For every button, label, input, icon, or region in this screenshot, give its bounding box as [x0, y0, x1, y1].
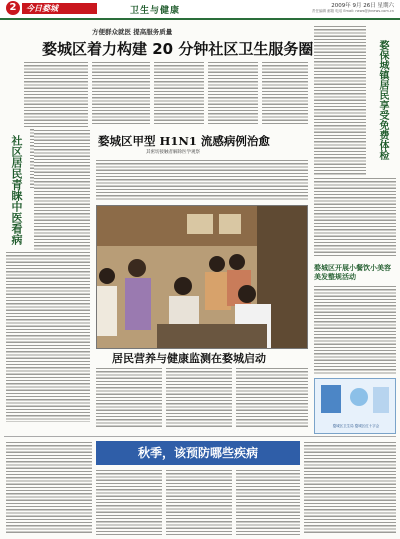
lead-kicker: 方便群众就医 提高服务质量	[92, 28, 173, 36]
lead-headline: 婺城区着力构建 20 分钟社区卫生服务圈	[42, 40, 314, 58]
right-text-3	[314, 284, 396, 374]
photo-story-text-3	[236, 366, 308, 428]
h1n1-subtitle: 其密切接触者解除医学观察	[146, 150, 200, 155]
lead-text-col-5	[262, 60, 308, 126]
page-number: 2	[6, 1, 20, 15]
section-title: 卫生与健康	[130, 6, 181, 16]
section-divider	[4, 436, 396, 437]
contact-line: 责任编辑 邮箱 电话 Email: news@jhnews.com.cn	[312, 9, 394, 13]
right-story-title: 婺城区开展小餐饮小美容美发整规活动	[314, 263, 391, 281]
bottom-text-mid-1	[96, 468, 162, 536]
photo-story-text-2	[166, 366, 232, 428]
lead-text-col-3	[154, 60, 204, 126]
photo-story-headline: 居民营养与健康监测在婺城启动	[112, 352, 266, 365]
left-feature-text-2	[6, 250, 90, 422]
bottom-text-mid-3	[236, 468, 300, 536]
lead-text-col-2	[92, 60, 150, 126]
h1n1-headline: 婺城区甲型 H1N1 流感病例治愈	[98, 134, 270, 148]
bottom-text-mid-2	[166, 468, 232, 536]
paper-name: 今日婺城	[22, 3, 97, 14]
lead-text-col-4	[208, 60, 258, 126]
left-feature-title: 社区居民青睐中医看病	[10, 135, 23, 245]
right-text-2	[314, 176, 396, 256]
bottom-text-right	[304, 440, 396, 535]
right-column-title: 婺保城镇居民享受免费体检	[377, 40, 388, 160]
issue-date: 2009年 9月 26日 星期六	[331, 3, 394, 9]
ad-caption: 婺城区卫生局 婺城区红十字会	[332, 424, 380, 428]
photo-story-text-1	[96, 366, 162, 428]
news-photo	[96, 205, 308, 349]
bottom-text-left	[6, 440, 92, 535]
bottom-headline: 秋季，该预防哪些疾病	[96, 441, 300, 465]
h1n1-text	[96, 158, 308, 200]
masthead	[0, 0, 400, 20]
